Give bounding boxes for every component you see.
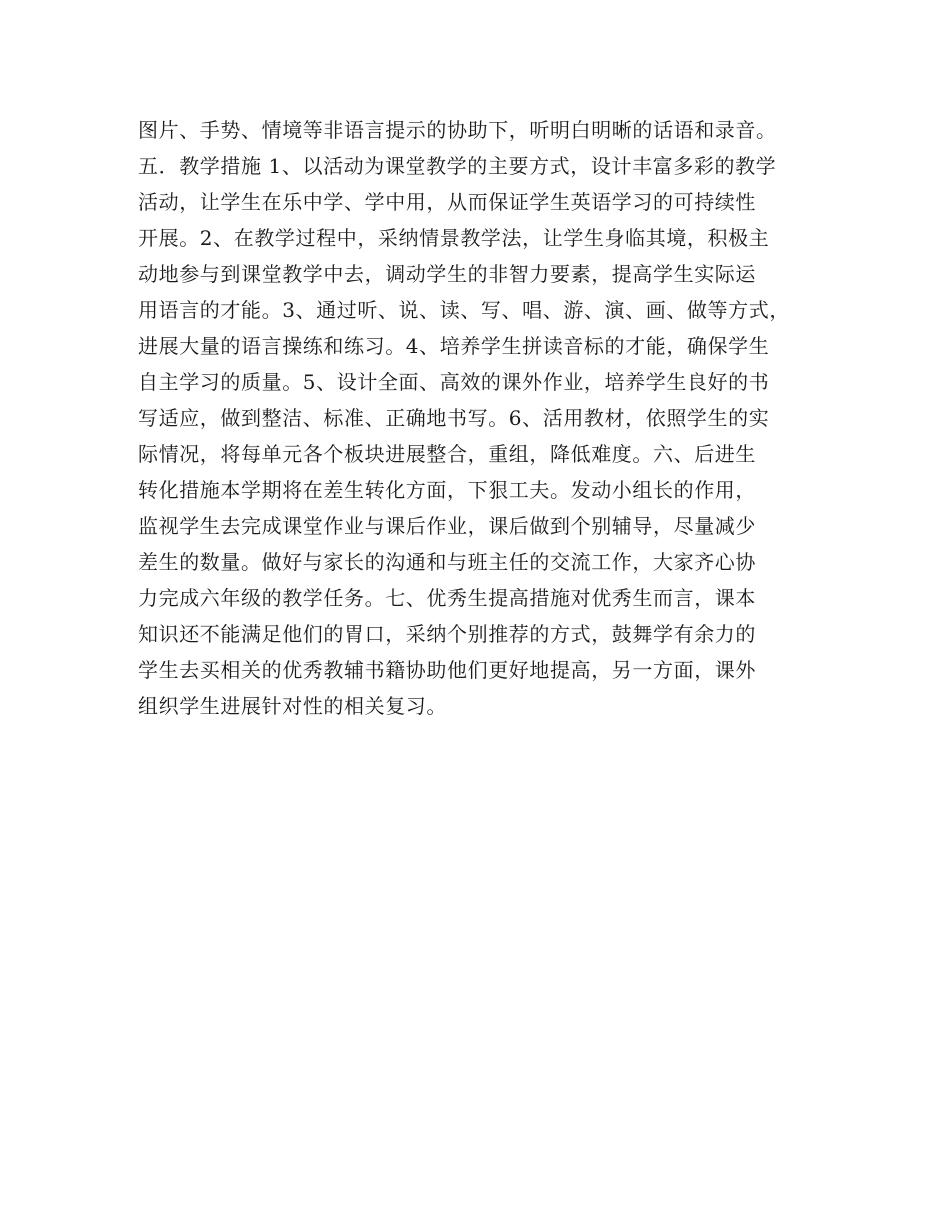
text-line: 际情况，将每单元各个板块进展整合，重组，降低难度。六、后进生 (138, 442, 756, 466)
text-line: 五．教学措施 1、以活动为课堂教学的主要方式，设计丰富多彩的教学 (138, 154, 777, 178)
text-line: 差生的数量。做好与家长的沟通和与班主任的交流工作，大家齐心协 (138, 550, 756, 574)
text-line: 转化措施本学期将在差生转化方面，下狠工夫。发动小组长的作用， (138, 478, 756, 502)
text-line: 进展大量的语言操练和练习。4、培养学生拼读音标的才能，确保学生 (138, 334, 770, 358)
text-line: 自主学习的质量。5、设计全面、高效的课外作业，培养学生良好的书 (138, 370, 770, 394)
text-line: 监视学生去完成课堂作业与课后作业，课后做到个别辅导，尽量减少 (138, 514, 756, 538)
text-line: 图片、手势、情境等非语言提示的协助下，听明白明晰的话语和录音。 (138, 118, 777, 142)
text-line: 组织学生进展针对性的相关复习。 (138, 694, 447, 718)
text-line: 写适应，做到整洁、标准、正确地书写。6、活用教材，依照学生的实 (138, 406, 770, 430)
text-line: 开展。2、在教学过程中，采纳情景教学法，让学生身临其境，积极主 (138, 226, 770, 250)
body-text (138, 112, 838, 724)
text-line: 力完成六年级的教学任务。七、优秀生提高措施对优秀生而言，课本 (138, 586, 756, 610)
text-line: 用语言的才能。3、通过听、说、读、写、唱、游、演、画、做等方式， (138, 298, 790, 322)
text-line: 动地参与到课堂教学中去，调动学生的非智力要素，提高学生实际运 (138, 262, 756, 286)
text-line: 学生去买相关的优秀教辅书籍协助他们更好地提高，另一方面，课外 (138, 658, 756, 682)
text-line: 知识还不能满足他们的胃口，采纳个别推荐的方式，鼓舞学有余力的 (138, 622, 756, 646)
text-line: 活动，让学生在乐中学、学中用，从而保证学生英语学习的可持续性 (138, 190, 756, 214)
